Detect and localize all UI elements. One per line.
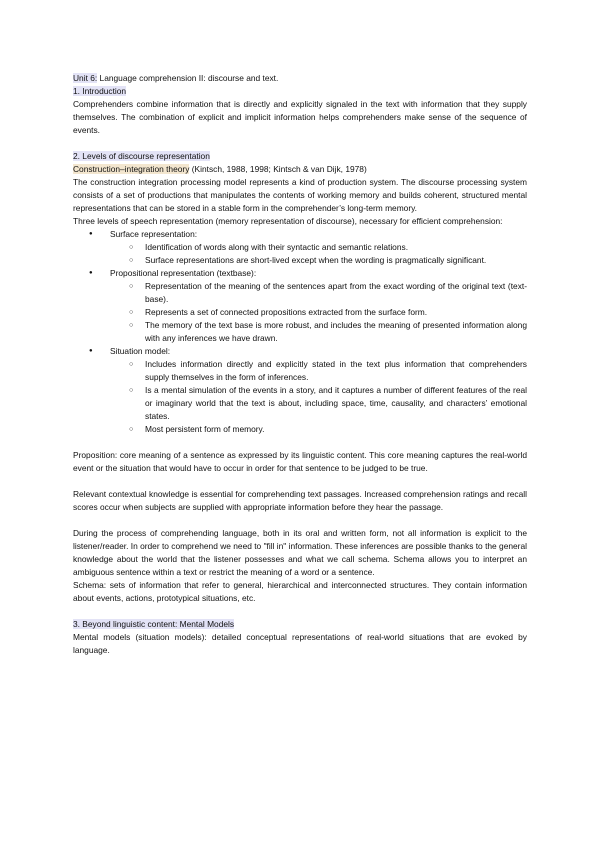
level-situation-item: ○ Most persistent form of memory.: [73, 423, 527, 436]
section-2-heading: 2. Levels of discourse representation: [73, 151, 210, 161]
level-surface: ● Surface representation:: [73, 228, 527, 241]
level-surface-item: ○ Identification of words along with their syntactic and semantic relations.: [73, 241, 527, 254]
level-situation: ● Situation model:: [73, 345, 527, 358]
level-propositional-item: ○ Representation of the meaning of the sentences apart from the exact wording of the original text (text-base).: [73, 280, 527, 306]
level-situation-item: ○ Is a mental simulation of the events in a story, and it captures a number of different features of the real or imaginary world that the text is about, including space, time, causality, and characters’ emotional states.: [73, 384, 527, 423]
construction-paragraph: The construction integration processing model represents a kind of production system. The discourse processing system consists of a set of productions that manipulates the contents of working memory and builds coherent, structured mental representations that can be stored in a stable form in the comprehender’s long-term memory.: [73, 177, 527, 213]
level-situation-item: ○ Includes information directly and explicitly stated in the text plus information that comprehenders supply themselves in the form of inferences.: [73, 358, 527, 384]
levels-list: [73, 228, 527, 436]
relevant-knowledge-paragraph: Relevant contextual knowledge is essential for comprehending text passages. Increased comprehension ratings and recall scores occur when subjects are supplied with appropriate information before they hear the passage.: [73, 489, 527, 512]
unit-label: Unit 6:: [73, 73, 98, 83]
theory-refs: (Kintsch, 1988, 1998; Kintsch & van Dijk, 1978): [189, 164, 367, 174]
unit-title-text: Language comprehension II: discourse and text.: [97, 73, 279, 83]
section-3-heading: 3. Beyond linguistic content: Mental Models: [73, 619, 235, 629]
section-1-heading: 1. Introduction: [73, 86, 127, 96]
theory-name: Construction–integration theory: [73, 164, 190, 174]
level-surface-item: ○ Surface representations are short-lived except when the wording is pragmatically significant.: [73, 254, 527, 267]
intro-paragraph: Comprehenders combine information that is directly and explicitly signaled in the text with information that they supply themselves. The combination of explicit and implicit information helps comprehenders make sense of the sequence of events.: [73, 99, 527, 135]
level-propositional-item: ○ Represents a set of connected propositions extracted from the surface form.: [73, 306, 527, 319]
proposition-paragraph: Proposition: core meaning of a sentence as expressed by its linguistic content. This core meaning captures the real-world event or the situation that would have to occur in order for that sentence to be judged to be true.: [73, 450, 527, 473]
mental-models-paragraph: Mental models (situation models): detailed conceptual representations of real-world situations that are evoked by language.: [73, 632, 527, 655]
level-propositional: ● Propositional representation (textbase):: [73, 267, 527, 280]
theory-line: [73, 163, 527, 176]
levels-intro-paragraph: Three levels of speech representation (memory representation of discourse), necessary for efficient comprehension:: [73, 216, 503, 226]
unit-title: [73, 72, 527, 85]
inference-paragraph: During the process of comprehending language, both in its oral and written form, not all information is explicit to the listener/reader. In order to comprehend we need to "fill in" information. These inferences are possible thanks to the general knowledge about the world that the listener possesses and what we call schema. Schema allows you to interpret an ambiguous sentence within a text or restrict the meaning of a word or a sentence.: [73, 528, 527, 577]
schema-paragraph: Schema: sets of information that refer to general, hierarchical and interconnected structures. They contain information about events, actions, prototypical situations, etc.: [73, 580, 527, 603]
document-body: [73, 72, 527, 657]
level-propositional-item: ○ The memory of the text base is more robust, and includes the meaning of presented information along with any inferences we have drawn.: [73, 319, 527, 345]
